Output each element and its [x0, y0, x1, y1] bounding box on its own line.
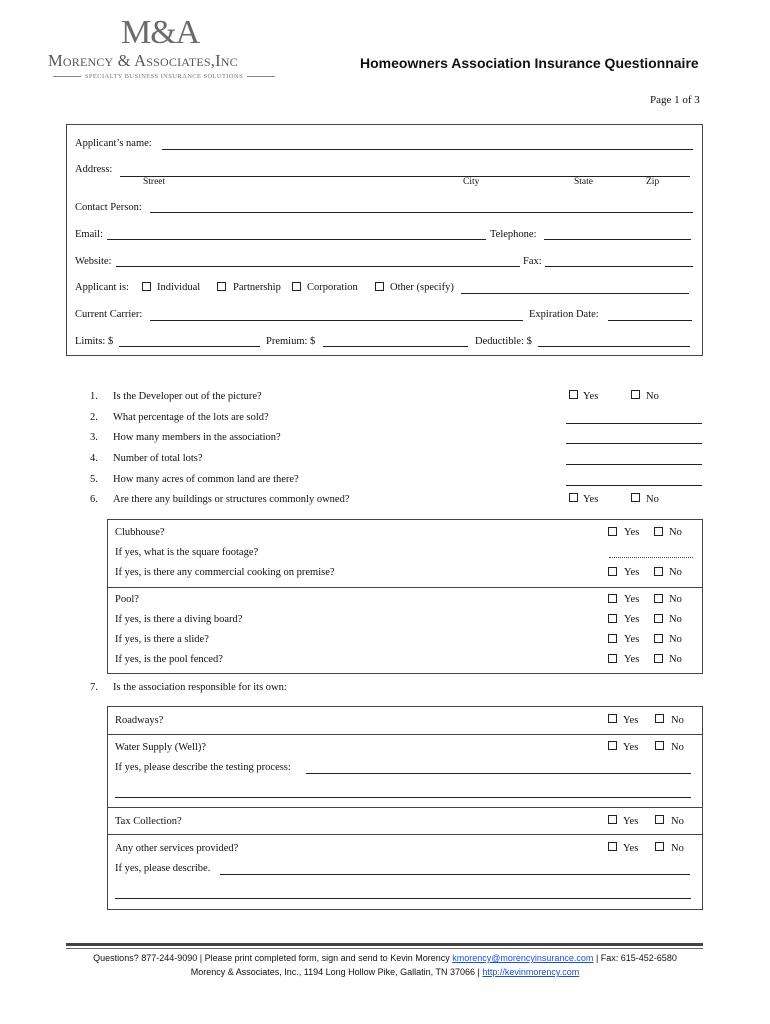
cooking-no-label: No [669, 567, 682, 578]
deductible-field[interactable] [538, 346, 690, 347]
other-services-no-checkbox[interactable] [655, 842, 664, 851]
logo-tagline: SPECIALTY BUSINESS INSURANCE SOLUTIONS [48, 73, 280, 80]
pool-fenced-text: If yes, is the pool fenced? [115, 654, 223, 665]
telephone-label: Telephone: [490, 229, 537, 240]
testing-process-text: If yes, please describe the testing process: [115, 762, 291, 773]
clubhouse-yes-label: Yes [624, 527, 640, 538]
slide-no-label: No [669, 634, 682, 645]
partnership-checkbox[interactable] [217, 282, 226, 291]
pool-fenced-no-label: No [669, 654, 682, 665]
roadways-text: Roadways? [115, 715, 164, 726]
pool-yes-label: Yes [624, 594, 640, 605]
current-carrier-label: Current Carrier: [75, 309, 143, 320]
footer-rule-thin [66, 948, 703, 949]
cooking-text: If yes, is there any commercial cooking on premise? [115, 567, 335, 578]
other-services-text: Any other services provided? [115, 843, 239, 854]
tax-divider [107, 834, 703, 835]
limits-field[interactable] [119, 346, 260, 347]
pool-no-label: No [669, 594, 682, 605]
website-field[interactable] [116, 266, 520, 267]
address-label: Address: [75, 164, 113, 175]
water-supply-no-checkbox[interactable] [655, 741, 664, 750]
tax-collection-yes-checkbox[interactable] [608, 815, 617, 824]
q2-answer-field[interactable] [566, 423, 702, 424]
q1-yes-checkbox[interactable] [569, 390, 578, 399]
email-field[interactable] [107, 239, 486, 240]
water-supply-text: Water Supply (Well)? [115, 742, 207, 753]
pool-text: Pool? [115, 594, 139, 605]
street-caption: Street [143, 177, 166, 187]
question-1-number: 1. [90, 391, 98, 402]
responsibilities-section [107, 706, 703, 910]
roadways-yes-label: Yes [623, 715, 639, 726]
question-5-text: How many acres of common land are there? [113, 474, 299, 485]
square-footage-text: If yes, what is the square footage? [115, 547, 259, 558]
email-label: Email: [75, 229, 103, 240]
question-7-text: Is the association responsible for its own: [113, 682, 287, 693]
q1-no-checkbox[interactable] [631, 390, 640, 399]
corporation-checkbox[interactable] [292, 282, 301, 291]
applicant-is-label: Applicant is: [75, 282, 129, 293]
cooking-no-checkbox[interactable] [654, 567, 663, 576]
applicant-name-label: Applicant’s name: [75, 138, 152, 149]
other-services-yes-label: Yes [623, 843, 639, 854]
premium-label: Premium: $ [266, 336, 316, 347]
roadways-no-label: No [671, 715, 684, 726]
roadways-no-checkbox[interactable] [655, 714, 664, 723]
footer-line-1: Questions? 877-244-9090 | Please print completed form, sign and send to Kevin Morency kmorency@morencyinsurance.com | Fax: 615-452-6580 [93, 953, 677, 963]
q1-no-label: No [646, 391, 659, 402]
form-title: Homeowners Association Insurance Questionnaire [360, 55, 699, 71]
question-4-number: 4. [90, 453, 98, 464]
diving-board-no-label: No [669, 614, 682, 625]
fax-label: Fax: [523, 256, 542, 267]
limits-label: Limits: $ [75, 336, 114, 347]
page-number: Page 1 of 3 [650, 94, 700, 106]
partnership-label: Partnership [233, 282, 281, 293]
slide-text: If yes, is there a slide? [115, 634, 209, 645]
pool-yes-checkbox[interactable] [608, 594, 617, 603]
question-6-text: Are there any buildings or structures commonly owned? [113, 494, 350, 505]
pool-fenced-yes-label: Yes [624, 654, 640, 665]
q1-yes-label: Yes [583, 391, 599, 402]
slide-no-checkbox[interactable] [654, 634, 663, 643]
corporation-label: Corporation [307, 282, 358, 293]
q4-answer-field[interactable] [566, 464, 702, 465]
applicant-name-field[interactable] [162, 149, 693, 150]
address-field[interactable] [120, 176, 690, 177]
pool-no-checkbox[interactable] [654, 594, 663, 603]
water-divider [107, 807, 703, 808]
water-supply-yes-checkbox[interactable] [608, 741, 617, 750]
roadways-yes-checkbox[interactable] [608, 714, 617, 723]
q6-yes-checkbox[interactable] [569, 493, 578, 502]
describe-field[interactable] [220, 874, 690, 875]
footer-email-link[interactable]: kmorency@morencyinsurance.com [452, 953, 594, 963]
expiration-date-label: Expiration Date: [529, 309, 599, 320]
testing-process-field-line2[interactable] [115, 797, 691, 798]
tax-collection-no-label: No [671, 816, 684, 827]
pool-fenced-no-checkbox[interactable] [654, 654, 663, 663]
question-1-text: Is the Developer out of the picture? [113, 391, 262, 402]
clubhouse-no-label: No [669, 527, 682, 538]
question-2-text: What percentage of the lots are sold? [113, 412, 269, 423]
diving-board-yes-label: Yes [624, 614, 640, 625]
other-label: Other (specify) [390, 282, 454, 293]
individual-checkbox[interactable] [142, 282, 151, 291]
square-footage-field[interactable] [609, 557, 693, 558]
tax-collection-no-checkbox[interactable] [655, 815, 664, 824]
zip-caption: Zip [646, 177, 660, 187]
premium-field[interactable] [323, 346, 468, 347]
cooking-yes-checkbox[interactable] [608, 567, 617, 576]
clubhouse-text: Clubhouse? [115, 527, 165, 538]
applicant-info-section [66, 124, 703, 356]
deductible-label: Deductible: $ [475, 336, 532, 347]
individual-label: Individual [157, 282, 201, 293]
q5-answer-field[interactable] [566, 485, 702, 486]
footer-line-2: Morency & Associates, Inc., 1194 Long Hollow Pike, Gallatin, TN 37066 | http://kevinmorency.com [190, 967, 580, 977]
current-carrier-field[interactable] [150, 320, 523, 321]
other-services-no-label: No [671, 843, 684, 854]
question-5-number: 5. [90, 474, 98, 485]
tax-collection-yes-label: Yes [623, 816, 639, 827]
clubhouse-yes-checkbox[interactable] [608, 527, 617, 536]
contact-person-field[interactable] [150, 212, 693, 213]
slide-yes-checkbox[interactable] [608, 634, 617, 643]
water-supply-no-label: No [671, 742, 684, 753]
cooking-yes-label: Yes [624, 567, 640, 578]
diving-board-yes-checkbox[interactable] [608, 614, 617, 623]
expiration-date-field[interactable] [608, 320, 692, 321]
logo-monogram: M&A [121, 14, 200, 51]
tax-collection-text: Tax Collection? [115, 816, 182, 827]
q6-yes-label: Yes [583, 494, 599, 505]
q6-no-label: No [646, 494, 659, 505]
question-3-number: 3. [90, 432, 98, 443]
buildings-divider [107, 587, 703, 588]
question-2-number: 2. [90, 412, 98, 423]
slide-yes-label: Yes [624, 634, 640, 645]
question-4-text: Number of total lots? [113, 453, 203, 464]
testing-process-field[interactable] [306, 773, 691, 774]
pool-fenced-yes-checkbox[interactable] [608, 654, 617, 663]
diving-board-text: If yes, is there a diving board? [115, 614, 243, 625]
other-specify-field[interactable] [461, 293, 689, 294]
water-supply-yes-label: Yes [623, 742, 639, 753]
logo-company-name: Morency & Associates,Inc [48, 51, 238, 70]
q3-answer-field[interactable] [566, 443, 702, 444]
state-caption: State [574, 177, 593, 187]
fax-field[interactable] [545, 266, 693, 267]
contact-person-label: Contact Person: [75, 202, 142, 213]
describe-field-line2[interactable] [115, 898, 691, 899]
q6-no-checkbox[interactable] [631, 493, 640, 502]
diving-board-no-checkbox[interactable] [654, 614, 663, 623]
describe-text: If yes, please describe. [115, 863, 211, 874]
website-label: Website: [75, 256, 112, 267]
other-checkbox[interactable] [375, 282, 384, 291]
city-caption: City [463, 177, 480, 187]
telephone-field[interactable] [544, 239, 691, 240]
clubhouse-no-checkbox[interactable] [654, 527, 663, 536]
other-services-yes-checkbox[interactable] [608, 842, 617, 851]
footer-rule [66, 943, 703, 946]
question-6-number: 6. [90, 494, 98, 505]
footer-website-link[interactable]: http://kevinmorency.com [482, 967, 580, 977]
question-3-text: How many members in the association? [113, 432, 281, 443]
company-logo [48, 14, 283, 84]
roadways-divider [107, 734, 703, 735]
question-7-number: 7. [90, 682, 98, 693]
